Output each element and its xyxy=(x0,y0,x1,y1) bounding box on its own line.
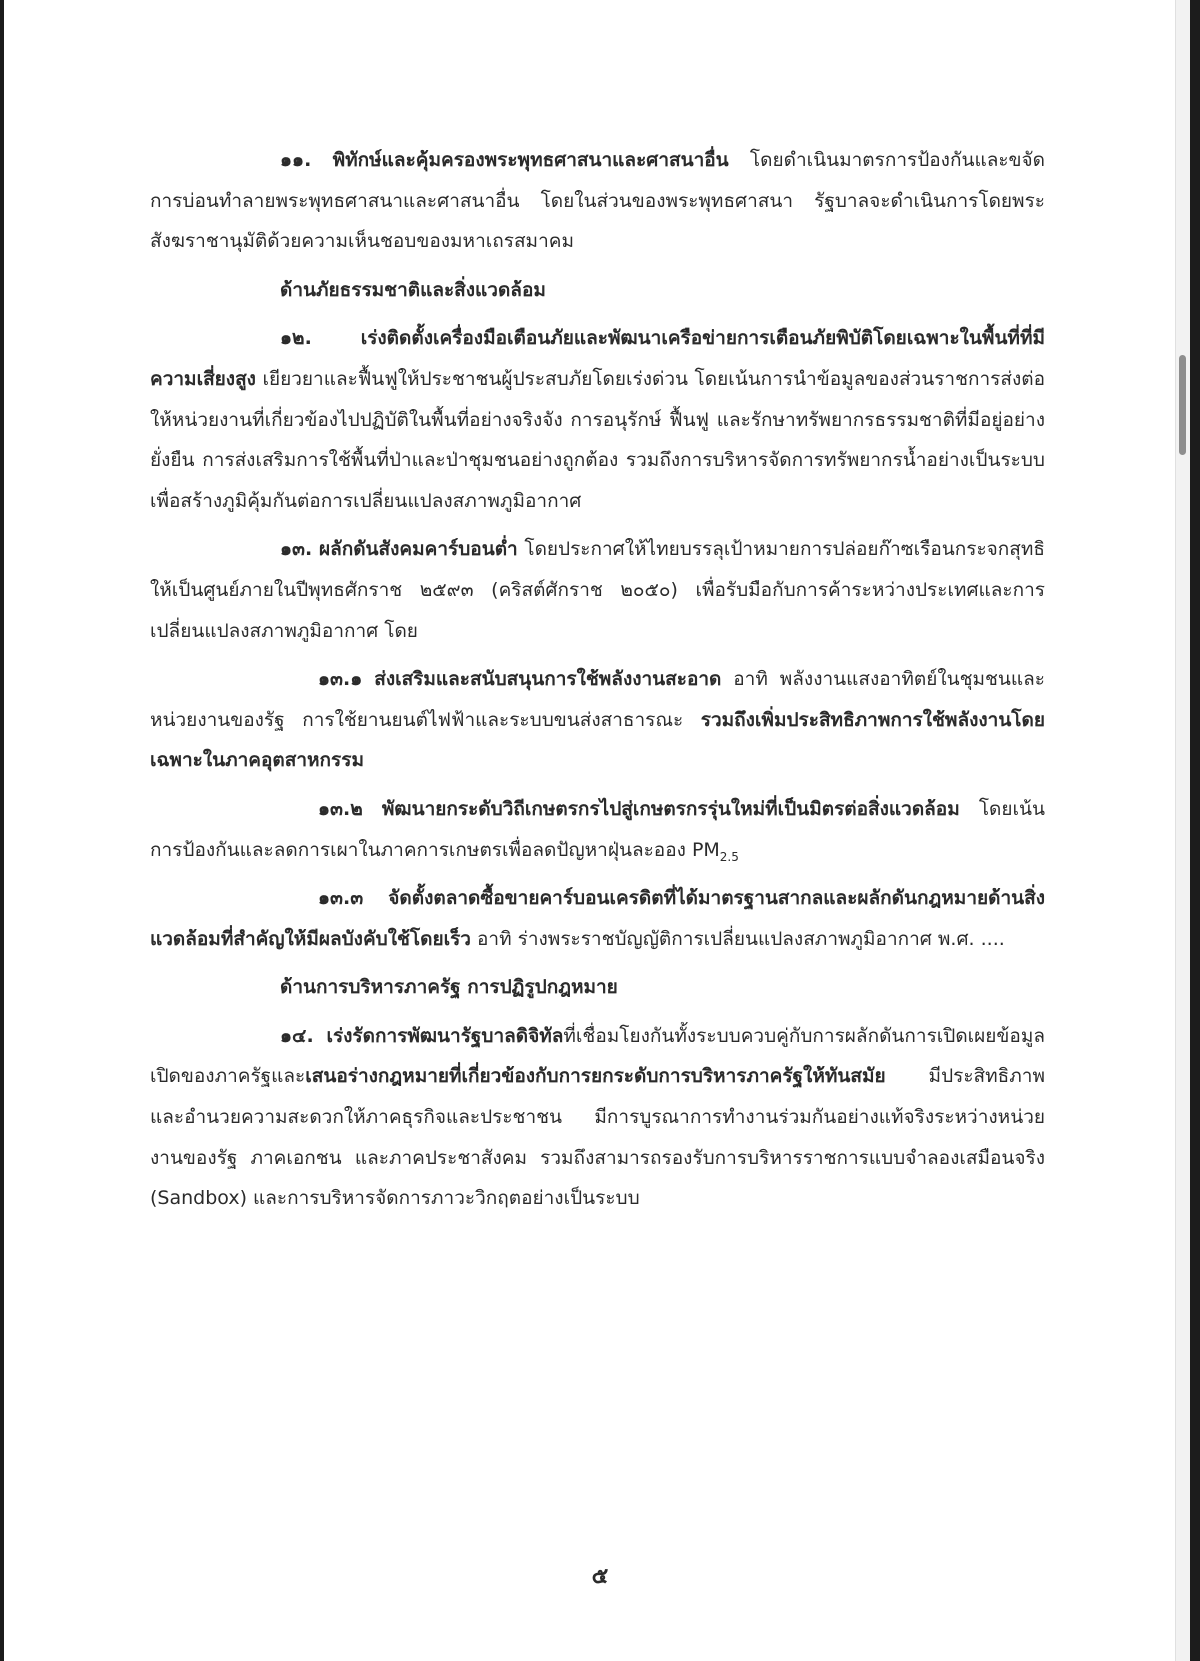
item-14-bold-middle: เสนอร่างกฎหมายที่เกี่ยวข้องกับการยกระดับการบริหารภาครัฐให้ทันสมัย xyxy=(305,1065,886,1088)
item-12-number: ๑๒. xyxy=(280,327,312,350)
item-14 xyxy=(150,1016,1045,1219)
item-13-2 xyxy=(150,789,1045,870)
scrollbar-thumb[interactable] xyxy=(1179,355,1186,455)
item-13-title: ผลักดันสังคมคาร์บอนต่ำ xyxy=(318,538,518,561)
item-11-text: โดยดำเนินมาตรการป้องกันและขจัดการบ่อนทำลายพระพุทธศาสนาและศาสนาอื่น โดยในส่วนของพระพุทธศาสนา รัฐบาลจะดำเนินการโดยพระสังฆราชานุมัติด้วยความเห็นชอบของมหาเถรสมาคม xyxy=(150,149,1045,253)
pm-subscript: 2.5 xyxy=(719,849,739,864)
item-13 xyxy=(150,529,1045,651)
item-13-3-title: จัดตั้งตลาดซื้อขายคาร์บอนเครดิตที่ได้มาตรฐานสากลและผลักดันกฎหมายด้านสิ่งแวดล้อมที่สำคัญให้มีผลบังคับใช้โดยเร็ว xyxy=(150,887,1045,950)
item-14-number: ๑๔. xyxy=(280,1024,314,1047)
item-13-3-number: ๑๓.๓ xyxy=(318,887,364,910)
item-14-text: ที่เชื่อมโยงกันทั้งระบบควบคู่กับการผลักดันการเปิดเผยข้อมูลเปิดของภาครัฐและ xyxy=(150,1024,1045,1088)
item-13-1-title: ส่งเสริมและสนับสนุนการใช้พลังงานสะอาด xyxy=(374,668,722,691)
document-page xyxy=(150,140,1045,1219)
item-13-2-title: พัฒนายกระดับวิถีเกษตรกรไปสู่เกษตรกรรุ่นใหม่ที่เป็นมิตรต่อสิ่งแวดล้อม xyxy=(381,797,960,820)
item-11 xyxy=(150,140,1045,262)
item-11-number: ๑๑. xyxy=(280,149,312,171)
item-13-text: โดยประกาศให้ไทยบรรลุเป้าหมายการปล่อยก๊าซเรือนกระจกสุทธิให้เป็นศูนย์ภายในปีพุทธศักราช ๒๕๙๓ (คริสต์ศักราช ๒๐๕๐) เพื่อรับมือกับการค้าระหว่างประเทศและการเปลี่ยนแปลงสภาพภูมิอากาศ โดย xyxy=(150,538,1046,642)
item-13-2-number: ๑๓.๒ xyxy=(318,797,363,820)
vertical-scrollbar[interactable] xyxy=(1175,0,1190,1661)
section-heading-government: ด้านการบริหารภาครัฐ การปฏิรูปกฎหมาย xyxy=(280,976,618,999)
item-13-3-text: อาทิ ร่างพระราชบัญญัติการเปลี่ยนแปลงสภาพภูมิอากาศ พ.ศ. .... xyxy=(470,927,1005,950)
item-13-1-number: ๑๓.๑ xyxy=(318,668,363,691)
item-13-1-bold-tail: รวมถึงเพิ่มประสิทธิภาพการใช้พลังงานโดยเฉพาะในภาคอุตสาหกรรม xyxy=(150,708,1045,772)
item-13-3 xyxy=(150,878,1045,959)
item-13-1 xyxy=(150,659,1045,781)
item-12-title: เร่งติดตั้งเครื่องมือเตือนภัยและพัฒนาเครือข่ายการเตือนภัยพิบัติโดยเฉพาะในพื้นที่ที่มีความเสี่ยงสูง xyxy=(150,327,1045,390)
page-number: ๕ xyxy=(591,1564,609,1589)
item-11-title: พิทักษ์และคุ้มครองพระพุทธศาสนาและศาสนาอื่น xyxy=(332,149,729,171)
item-14-title: เร่งรัดการพัฒนารัฐบาลดิจิทัล xyxy=(326,1024,564,1047)
item-14-text-tail: มีประสิทธิภาพ และอำนวยความสะดวกให้ภาคธุรกิจและประชาชน มีการบูรณาการทำงานร่วมกันอย่างแท้จริงระหว่างหน่วยงานของรัฐ ภาคเอกชน และภาคประชาสังคม รวมถึงสามารถรองรับการบริหารราชการแบบจำลองเสมือนจริง (Sandbox) และการบริหารจัดการภาวะวิกฤตอย่างเป็นระบบ xyxy=(150,1065,1045,1210)
window-right-edge xyxy=(1190,0,1200,1661)
item-12-text: เยียวยาและฟื้นฟูให้ประชาชนผู้ประสบภัยโดยเร่งด่วน โดยเน้นการนำข้อมูลของส่วนราชการส่งต่อให้หน่วยงานที่เกี่ยวข้องไปปฏิบัติในพื้นที่อย่างจริงจัง การอนุรักษ์ ฟื้นฟู และรักษาทรัพยากรธรรมชาติที่มีอยู่อย่างยั่งยืน การส่งเสริมการใช้พื้นที่ป่าและป่าชุมชนอย่างถูกต้อง รวมถึงการบริหารจัดการทรัพยากรน้ำอย่างเป็นระบบ เพื่อสร้างภูมิคุ้มกันต่อการเปลี่ยนแปลงสภาพภูมิอากาศ xyxy=(150,367,1045,512)
window-left-edge xyxy=(0,0,4,1661)
section-heading-environment: ด้านภัยธรรมชาติและสิ่งแวดล้อม xyxy=(280,278,546,301)
item-12 xyxy=(150,318,1045,521)
item-13-1-text: อาทิ พลังงานแสงอาทิตย์ในชุมชนและหน่วยงานของรัฐ การใช้ยานยนต์ไฟฟ้าและระบบขนส่งสาธารณะ xyxy=(150,668,1045,731)
item-13-number: ๑๓. xyxy=(280,538,313,561)
item-13-2-text: โดยเน้นการป้องกันและลดการเผาในภาคการเกษตรเพื่อลดปัญหาฝุ่นละออง PM xyxy=(150,797,1045,861)
